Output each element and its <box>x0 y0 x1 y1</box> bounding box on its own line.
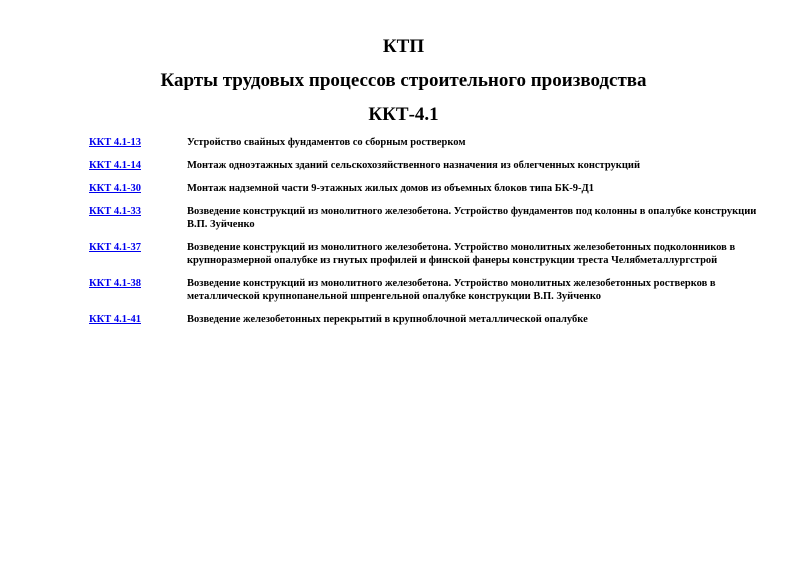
card-code-link[interactable]: ККТ 4.1-41 <box>89 314 141 325</box>
card-code-link[interactable]: ККТ 4.1-33 <box>89 206 141 217</box>
card-title: Устройство свайных фундаментов со сборным ростверком <box>187 137 466 148</box>
card-code-link[interactable]: ККТ 4.1-13 <box>89 137 141 148</box>
card-code-link[interactable]: ККТ 4.1-37 <box>89 242 141 253</box>
list-item <box>89 277 769 303</box>
collection-code-heading: ККТ-4.1 <box>368 104 439 125</box>
card-title: Возведение конструкций из монолитного железобетона. Устройство монолитных железобетонных ростверков в металлической крупнопанельной шпренгельной опалубке конструкции В.П. Зуйченко <box>187 278 716 302</box>
list-item <box>89 241 769 267</box>
card-code-link[interactable]: ККТ 4.1-30 <box>89 183 141 194</box>
list-item <box>89 136 769 149</box>
list-item <box>89 159 769 172</box>
card-code-link[interactable]: ККТ 4.1-38 <box>89 278 141 289</box>
card-title: Монтаж одноэтажных зданий сельскохозяйственного назначения из облегченных конструкций <box>187 160 640 171</box>
card-title: Возведение железобетонных перекрытий в крупноблочной металлической опалубке <box>187 314 588 325</box>
card-code-link[interactable]: ККТ 4.1-14 <box>89 160 141 171</box>
list-item <box>89 182 769 195</box>
card-title: Монтаж надземной части 9-этажных жилых домов из объемных блоков типа БК-9-Д1 <box>187 183 595 194</box>
list-item <box>89 313 769 326</box>
series-code-heading: КТП <box>382 36 425 57</box>
card-list <box>89 136 769 336</box>
card-title: Возведение конструкций из монолитного железобетона. Устройство монолитных железобетонных подколонников в крупноразмерной опалубке из гнутых профилей и финской фанеры конструкции треста Челябметаллургстрой <box>187 242 736 266</box>
card-title: Возведение конструкций из монолитного железобетона. Устройство фундаментов под колонны в опалубке конструкции В.П. Зуйченко <box>187 206 757 230</box>
series-title-heading: Карты трудовых процессов строительного производства <box>160 70 647 91</box>
list-item <box>89 205 769 231</box>
